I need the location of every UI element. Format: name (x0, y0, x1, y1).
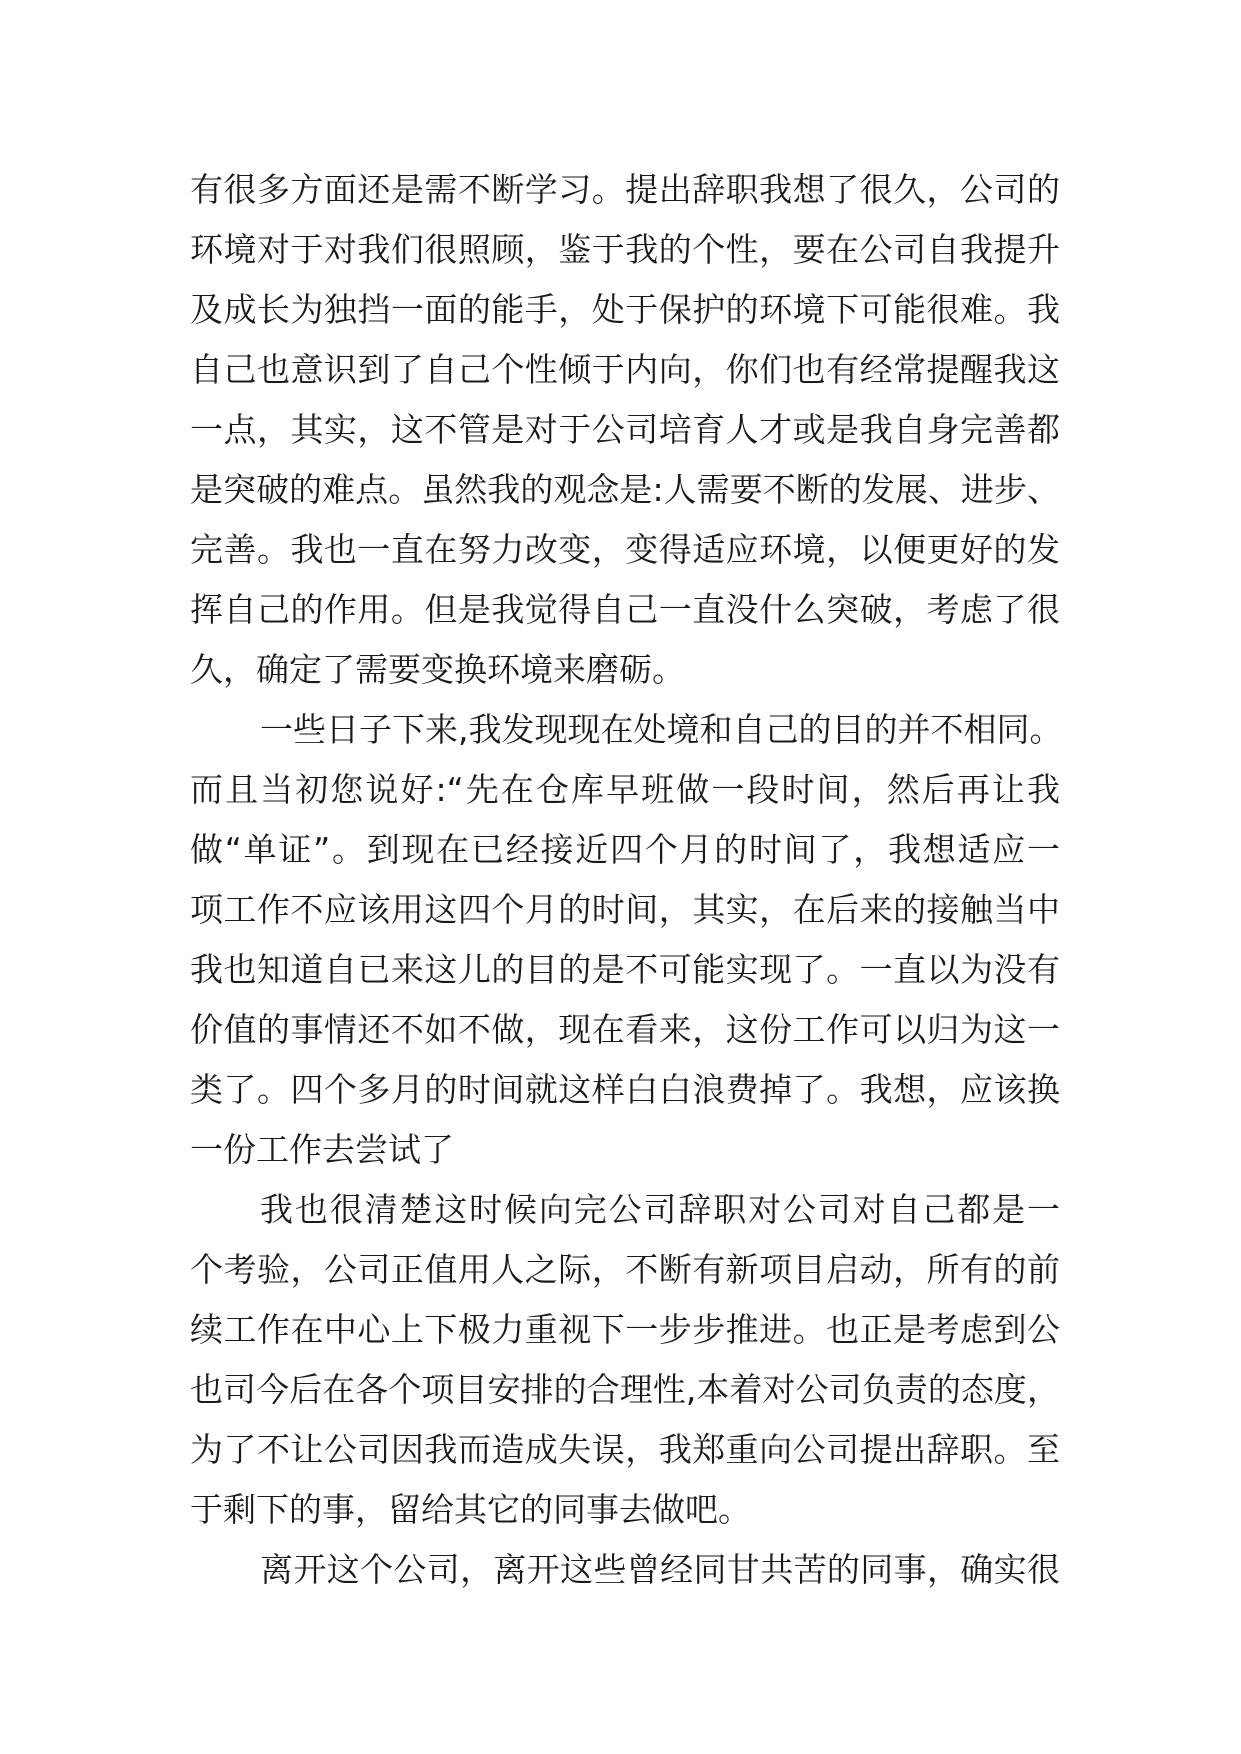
text-line: 做“单证”。到现在已经接近四个月的时间了，我想适应一 (190, 830, 1060, 869)
text-line: 我也知道自已来这儿的目的是不可能实现了。一直以为没有 (190, 950, 1060, 989)
text-line: 价值的事情还不如不做，现在看来，这份工作可以归为这一 (190, 1010, 1060, 1049)
text-line: 完善。我也一直在努力改变，变得适应环境，以便更好的发 (190, 530, 1060, 569)
text-line: 离开这个公司，离开这些曾经同甘共苦的同事，确实很 (260, 1550, 1060, 1589)
text-line: 是突破的难点。虽然我的观念是:人需要不断的发展、进步、 (190, 470, 1060, 509)
text-line: 个考验，公司正值用人之际，不断有新项目启动，所有的前 (190, 1250, 1060, 1289)
text-line: 为了不让公司因我而造成失误，我郑重向公司提出辞职。至 (190, 1430, 1060, 1469)
text-line: 一点，其实，这不管是对于公司培育人才或是我自身完善都 (190, 410, 1060, 449)
document-body (190, 160, 1063, 1600)
text-line: 及成长为独挡一面的能手，处于保护的环境下可能很难。我 (190, 290, 1060, 329)
text-line: 自己也意识到了自己个性倾于内向，你们也有经常提醒我这 (190, 350, 1060, 389)
text-line: 有很多方面还是需不断学习。提出辞职我想了很久，公司的 (190, 170, 1060, 209)
text-line: 挥自己的作用。但是我觉得自己一直没什么突破，考虑了很 (190, 590, 1060, 629)
text-line: 而且当初您说好:“先在仓库早班做一段时间，然后再让我 (190, 770, 1060, 809)
text-line: 项工作不应该用这四个月的时间，其实，在后来的接触当中 (190, 890, 1060, 929)
text-line: 于剩下的事，留给其它的同事去做吧。 (190, 1490, 751, 1529)
text-line: 久，确定了需要变换环境来磨砺。 (190, 650, 685, 689)
text-line: 一份工作去尝试了 (190, 1130, 454, 1169)
text-line: 也司今后在各个项目安排的合理性,本着对公司负责的态度， (190, 1370, 1060, 1409)
text-line: 环境对于对我们很照顾，鉴于我的个性，要在公司自我提升 (190, 230, 1060, 269)
text-line: 续工作在中心上下极力重视下一步步推进。也正是考虑到公 (190, 1310, 1060, 1349)
text-line: 我也很清楚这时候向完公司辞职对公司对自己都是一 (260, 1190, 1060, 1229)
text-line: 一些日子下来,我发现现在处境和自己的目的并不相同。 (260, 710, 1063, 749)
text-line: 类了。四个多月的时间就这样白白浪费掉了。我想，应该换 (190, 1070, 1060, 1109)
